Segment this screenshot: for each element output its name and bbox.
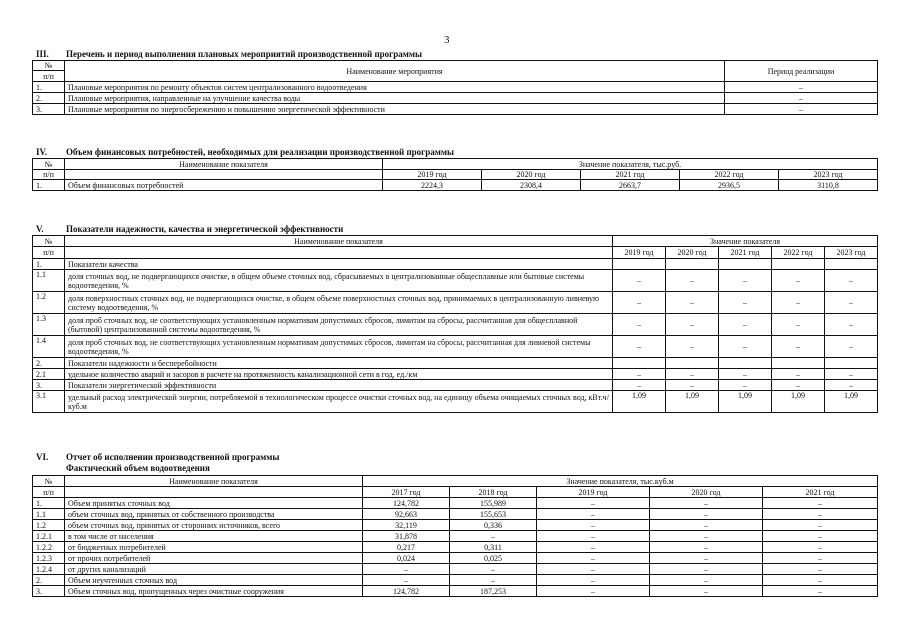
table-row	[33, 270, 878, 292]
row-value: –	[825, 380, 878, 391]
row-value: –	[763, 509, 878, 520]
row-value: –	[719, 270, 772, 292]
row-name: от бюджетных потребителей	[65, 542, 363, 553]
row-value	[772, 259, 825, 270]
row-value: –	[825, 369, 878, 380]
row-value: –	[650, 498, 763, 509]
year-header: 2020 год	[650, 487, 763, 498]
row-value: –	[825, 292, 878, 314]
row-name: Объем финансовых потребностей	[65, 180, 383, 191]
row-value: 0,217	[363, 542, 450, 553]
table-row	[33, 104, 878, 115]
row-value: 0,336	[450, 520, 537, 531]
row-value: –	[825, 270, 878, 292]
row-name: Показатели энергетической эффективности	[65, 380, 613, 391]
header-pp: п/п	[33, 487, 65, 498]
row-value: –	[825, 314, 878, 336]
header-no: №	[33, 61, 65, 71]
row-period: –	[725, 93, 878, 104]
row-name: Плановые мероприятия по энергосбережению и повышению энергетической эффективности	[65, 104, 725, 115]
section-5-table	[32, 235, 878, 413]
row-value: 31,878	[363, 531, 450, 542]
row-number: 1.	[33, 180, 65, 191]
header-value: Значение показателя, тыс.руб.	[383, 159, 878, 170]
row-name: Показатели качества	[65, 259, 613, 270]
year-header: 2020 год	[482, 170, 581, 180]
table-row	[33, 520, 878, 531]
year-header: 2023 год	[779, 170, 878, 180]
row-name: доля проб сточных вод, не соответствующих установленным нормативам допустимых сбросов, лимитам на сбросы, рассчитанная для общесплавной (бытовой) централизованной системы водоотведения, %	[65, 314, 613, 336]
row-value: –	[613, 292, 666, 314]
table-row	[33, 292, 878, 314]
year-header: 2019 год	[613, 247, 666, 259]
row-value: 1,09	[613, 391, 666, 413]
row-value: 2308,4	[482, 180, 581, 191]
row-value: –	[537, 542, 650, 553]
row-value: 0,025	[450, 553, 537, 564]
row-value: –	[613, 380, 666, 391]
year-header: 2021 год	[719, 247, 772, 259]
row-value: –	[450, 531, 537, 542]
year-header: 2021 год	[581, 170, 680, 180]
section-5-number: V.	[36, 224, 44, 234]
row-value: –	[666, 314, 719, 336]
table-row	[33, 575, 878, 586]
row-number: 3.	[33, 104, 65, 115]
row-value: –	[650, 520, 763, 531]
header-period: Период реализации	[725, 61, 878, 82]
row-name: Показатели надежности и бесперебойности	[65, 358, 613, 369]
row-value: –	[772, 270, 825, 292]
row-name: объем сточных вод, принятых от собственного производства	[65, 509, 363, 520]
row-number: 1.1	[33, 509, 65, 520]
table-row	[33, 586, 878, 597]
table-row	[33, 498, 878, 509]
row-value: –	[719, 336, 772, 358]
year-header: 2022 год	[680, 170, 779, 180]
section-6-number: VI.	[36, 452, 49, 462]
row-value: –	[537, 520, 650, 531]
section-4-number: IV.	[36, 147, 48, 157]
row-value: –	[772, 336, 825, 358]
row-period: –	[725, 104, 878, 115]
section-5	[32, 235, 878, 413]
row-number: 1.3	[33, 314, 65, 336]
row-number: 3.	[33, 586, 65, 597]
table-row	[33, 542, 878, 553]
row-value: –	[537, 553, 650, 564]
row-name: Объем неучтенных сточных вод	[65, 575, 363, 586]
section-3-number: III.	[36, 49, 49, 59]
row-name: от других канализаций	[65, 564, 363, 575]
row-value: –	[450, 575, 537, 586]
row-name: объем сточных вод, принятых от сторонних источников, всего	[65, 520, 363, 531]
row-name: доля проб сточных вод, не соответствующих установленным нормативам допустимых сбросов, лимитам на сбросы, рассчитанная для ливневой системы водоотведения, %	[65, 336, 613, 358]
row-value: –	[666, 336, 719, 358]
section-3-title	[36, 49, 422, 59]
row-value: –	[772, 292, 825, 314]
row-value: 32,119	[363, 520, 450, 531]
row-number: 1.1	[33, 270, 65, 292]
table-row	[33, 358, 878, 369]
row-value: –	[666, 270, 719, 292]
row-value: –	[763, 520, 878, 531]
row-number: 1.2	[33, 520, 65, 531]
row-value: –	[650, 586, 763, 597]
row-name: в том числе от населения	[65, 531, 363, 542]
row-value: 155,653	[450, 509, 537, 520]
row-value: –	[772, 380, 825, 391]
row-value: –	[719, 380, 772, 391]
table-row	[33, 82, 878, 93]
row-value: –	[450, 564, 537, 575]
table-row	[33, 314, 878, 336]
row-value: –	[650, 542, 763, 553]
row-number: 1.4	[33, 336, 65, 358]
row-name: Объем принятых сточных вод	[65, 498, 363, 509]
row-value: –	[763, 564, 878, 575]
section-6-table	[32, 475, 878, 597]
year-header: 2022 год	[772, 247, 825, 259]
row-value: –	[719, 369, 772, 380]
header-value: Значение показателя	[613, 236, 878, 247]
header-name: Наименование мероприятия	[65, 61, 725, 82]
row-value: –	[650, 509, 763, 520]
row-value: –	[537, 564, 650, 575]
table-row	[33, 553, 878, 564]
header-no: №	[33, 476, 65, 487]
row-number: 1.	[33, 82, 65, 93]
row-value: 1,09	[825, 391, 878, 413]
row-value: –	[772, 369, 825, 380]
header-name-cont	[65, 247, 613, 259]
row-value: 155,989	[450, 498, 537, 509]
header-pp: п/п	[33, 71, 65, 82]
row-value: –	[763, 498, 878, 509]
row-name: Плановые мероприятия по ремонту объектов систем централизованного водоотведения	[65, 82, 725, 93]
row-value: 3110,8	[779, 180, 878, 191]
row-value: –	[763, 575, 878, 586]
header-name-cont	[65, 487, 363, 498]
row-value: –	[825, 336, 878, 358]
table-row	[33, 391, 878, 413]
row-value: –	[650, 531, 763, 542]
row-value: –	[650, 575, 763, 586]
row-number: 2.	[33, 575, 65, 586]
row-value: –	[763, 586, 878, 597]
row-number: 1.2.2	[33, 542, 65, 553]
row-value	[719, 358, 772, 369]
row-value: 2663,7	[581, 180, 680, 191]
section-5-title-text: Показатели надежности, качества и энергетической эффективности	[66, 224, 344, 234]
row-number: 1.	[33, 498, 65, 509]
table-row	[33, 259, 878, 270]
row-value: 92,663	[363, 509, 450, 520]
row-number: 3.1	[33, 391, 65, 413]
section-4-table	[32, 158, 878, 191]
row-value	[613, 259, 666, 270]
year-header: 2017 год	[363, 487, 450, 498]
section-3-title-text: Перечень и период выполнения плановых мероприятий производственной программы	[66, 49, 423, 59]
table-row	[33, 509, 878, 520]
row-value: 0,024	[363, 553, 450, 564]
table-row	[33, 380, 878, 391]
row-value: –	[537, 498, 650, 509]
year-header: 2018 год	[450, 487, 537, 498]
section-4	[32, 158, 878, 191]
row-name: Объем сточных вод, пропущенных через очистные сооружения	[65, 586, 363, 597]
section-6-title-text: Отчет об исполнении производственной программы	[66, 452, 280, 462]
row-value	[825, 259, 878, 270]
header-name-cont	[65, 170, 383, 180]
year-header: 2020 год	[666, 247, 719, 259]
header-name: Наименование показателя	[65, 236, 613, 247]
row-value: 2224,3	[383, 180, 482, 191]
year-header: 2023 год	[825, 247, 878, 259]
row-value	[666, 358, 719, 369]
row-value: 1,09	[719, 391, 772, 413]
header-name: Наименование показателя	[65, 159, 383, 170]
row-value: –	[650, 564, 763, 575]
header-no: №	[33, 159, 65, 170]
row-value: –	[613, 369, 666, 380]
header-no: №	[33, 236, 65, 247]
page-number: 3	[444, 34, 450, 46]
row-value: 0,311	[450, 542, 537, 553]
table-row	[33, 369, 878, 380]
section-3-table	[32, 60, 878, 115]
row-number: 2.	[33, 358, 65, 369]
row-value: –	[537, 509, 650, 520]
table-row	[33, 336, 878, 358]
header-name: Наименование показателя	[65, 476, 363, 487]
row-number: 2.	[33, 93, 65, 104]
row-value: –	[666, 292, 719, 314]
row-number: 1.2.4	[33, 564, 65, 575]
row-value: 1,09	[772, 391, 825, 413]
row-value: 2936,5	[680, 180, 779, 191]
row-number: 1.2.3	[33, 553, 65, 564]
row-value: –	[537, 586, 650, 597]
header-pp: п/п	[33, 170, 65, 180]
row-value: –	[763, 542, 878, 553]
header-pp: п/п	[33, 247, 65, 259]
row-name: Плановые мероприятия, направленные на улучшение качества воды	[65, 93, 725, 104]
row-number: 1.2	[33, 292, 65, 314]
row-value: –	[363, 564, 450, 575]
year-header: 2019 год	[537, 487, 650, 498]
row-value: –	[763, 531, 878, 542]
table-row	[33, 531, 878, 542]
row-value: –	[613, 314, 666, 336]
table-row	[33, 93, 878, 104]
row-value	[666, 259, 719, 270]
section-3	[32, 60, 878, 115]
section-6	[32, 475, 878, 597]
row-name: удельный расход электрической энергии, потребляемой в технологическом процессе очистки сточных вод, на единицу объема очищаемых сточных вод, кВт.ч/куб.м	[65, 391, 613, 413]
row-value: –	[537, 531, 650, 542]
row-value: –	[613, 336, 666, 358]
row-value: 1,09	[666, 391, 719, 413]
row-value: –	[772, 314, 825, 336]
row-name: доля сточных вод, не подвергающихся очистке, в общем объеме сточных вод, сбрасываемых в централизованные общесплавные или бытовые системы водоотведения, %	[65, 270, 613, 292]
row-value: –	[363, 575, 450, 586]
table-row	[33, 564, 878, 575]
section-6-subtitle: Фактический объем водоотведения	[66, 463, 210, 473]
row-value: –	[763, 553, 878, 564]
row-value: –	[537, 575, 650, 586]
row-number: 3.	[33, 380, 65, 391]
row-value: –	[719, 292, 772, 314]
row-number: 1.2.1	[33, 531, 65, 542]
row-value: 187,253	[450, 586, 537, 597]
row-name: удельное количество аварий и засоров в расчете на протяженность канализационной сети в год, ед./км	[65, 369, 613, 380]
section-4-title	[36, 147, 454, 157]
row-value: –	[666, 380, 719, 391]
row-period: –	[725, 82, 878, 93]
year-header: 2019 год	[383, 170, 482, 180]
row-value	[613, 358, 666, 369]
section-5-title	[36, 224, 343, 234]
row-number: 2.1	[33, 369, 65, 380]
header-value: Значение показателя, тыс.куб.м	[363, 476, 878, 487]
row-value: –	[666, 369, 719, 380]
table-row	[33, 180, 878, 191]
row-value	[719, 259, 772, 270]
row-value: 124,782	[363, 586, 450, 597]
row-value	[772, 358, 825, 369]
row-value: –	[613, 270, 666, 292]
row-name: доля поверхностных сточных вод, не подвергающихся очистке, в общем объеме поверхностных сточных вод, принимаемых в централизованную ливневую систему водоотведения, %	[65, 292, 613, 314]
row-value	[825, 358, 878, 369]
section-4-title-text: Объем финансовых потребностей, необходимых для реализации производственной программы	[66, 147, 455, 157]
row-value: 124,782	[363, 498, 450, 509]
row-number: 1.	[33, 259, 65, 270]
year-header: 2021 год	[763, 487, 878, 498]
row-name: от прочих потребителей	[65, 553, 363, 564]
section-6-title	[36, 452, 279, 462]
row-value: –	[650, 553, 763, 564]
row-value: –	[719, 314, 772, 336]
